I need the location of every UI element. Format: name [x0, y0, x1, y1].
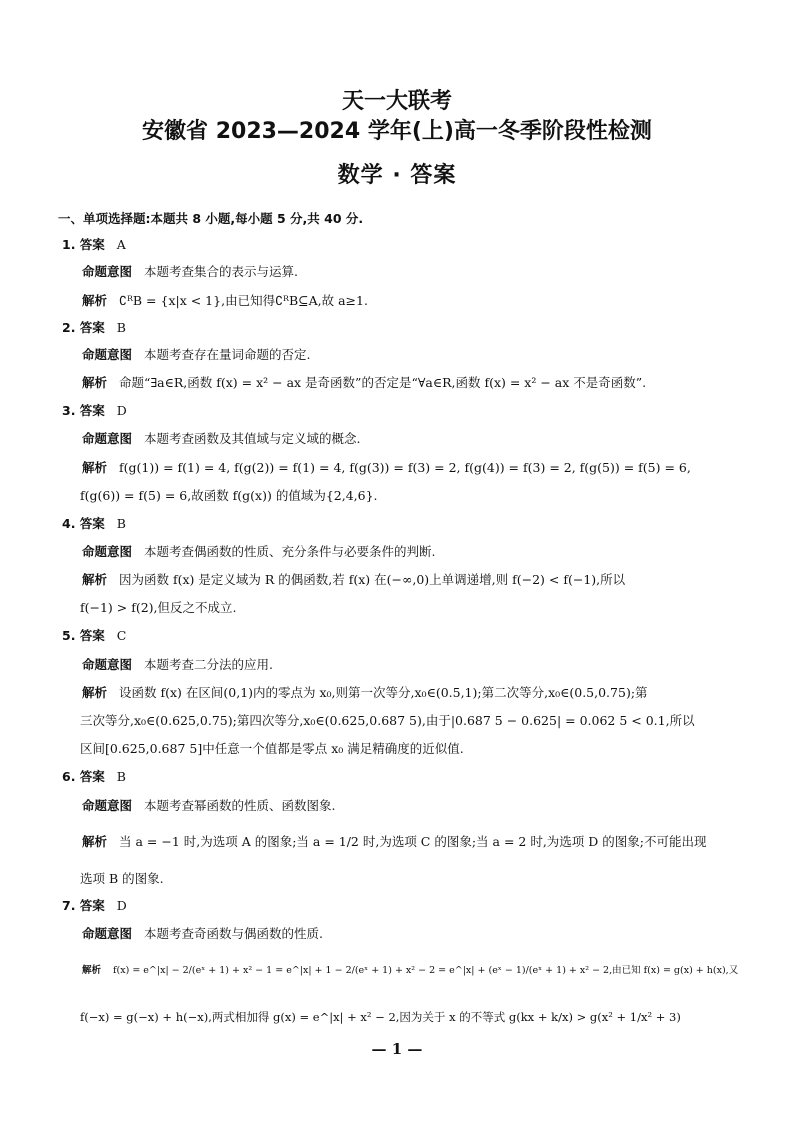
page-number: — 1 —: [371, 1040, 423, 1058]
q5-analysis-line1: 解析 设函数 f(x) 在区间(0,1)内的零点为 x₀,则第一次等分,x₀∈(0.5,1);第二次等分,x₀∈(0.5,0.75);第: [82, 685, 648, 700]
q4-analysis-line1: 解析 因为函数 f(x) 是定义域为 R 的偶函数,若 f(x) 在(−∞,0)上单调递增,则 f(−2) < f(−1),所以: [82, 572, 626, 587]
q4-intent: 命题意图 本题考查偶函数的性质、充分条件与必要条件的判断.: [82, 544, 436, 559]
q7-answer: 7. 答案 D: [62, 898, 127, 913]
q1-analysis: 解析 ∁ᴿB = {x|x < 1},由已知得∁ᴿB⊆A,故 a≥1.: [82, 293, 368, 308]
q1-answer: 1. 答案 A: [62, 237, 126, 252]
q3-answer: 3. 答案 D: [62, 403, 127, 418]
q7-analysis-line2: f(−x) = g(−x) + h(−x),两式相加得 g(x) = e^|x| + x² − 2,因为关于 x 的不等式 g(kx + k/x) > g(x² + 1/x² + 3): [80, 1010, 681, 1024]
q7-analysis-line1: 解析 f(x) = e^|x| − 2/(eˣ + 1) + x² − 1 = e^|x| + 1 − 2/(eˣ + 1) + x² − 2 = e^|x| + (eˣ − 1)/(eˣ + 1) + x² − 2,由已知 f(x) = g(x) + h(x),又: [82, 965, 739, 976]
q6-analysis-line2: 选项 B 的图象.: [80, 871, 164, 886]
q5-answer: 5. 答案 C: [62, 628, 127, 643]
q3-intent: 命题意图 本题考查函数及其值域与定义域的概念.: [82, 431, 361, 446]
section-heading: 一、单项选择题:本题共 8 小题,每小题 5 分,共 40 分.: [58, 211, 364, 226]
q3-analysis-line1: 解析 f(g(1)) = f(1) = 4, f(g(2)) = f(1) = 4, f(g(3)) = f(3) = 2, f(g(4)) = f(3) = 2, f(g(5)) = f(5) = 6,: [82, 460, 691, 475]
q5-analysis-line3: 区间[0.625,0.687 5]中任意一个值都是零点 x₀ 满足精确度的近似值.: [80, 741, 464, 756]
q2-answer: 2. 答案 B: [62, 320, 126, 335]
q2-intent: 命题意图 本题考查存在量词命题的否定.: [82, 347, 311, 362]
q4-analysis-line2: f(−1) > f(2),但反之不成立.: [80, 600, 237, 615]
q6-intent: 命题意图 本题考查幂函数的性质、函数图象.: [82, 798, 336, 813]
exam-organizer: 天一大联考: [341, 89, 452, 114]
q6-answer: 6. 答案 B: [62, 769, 126, 784]
q2-analysis: 解析 命题“∃a∈R,函数 f(x) = x² − ax 是奇函数”的否定是“∀a∈R,函数 f(x) = x² − ax 不是奇函数”.: [82, 375, 647, 390]
q1-intent: 命题意图 本题考查集合的表示与运算.: [82, 264, 298, 279]
exam-title: 安徽省 2023—2024 学年(上)高一冬季阶段性检测: [142, 119, 652, 144]
q3-analysis-line2: f(g(6)) = f(5) = 6,故函数 f(g(x)) 的值域为{2,4,6}.: [80, 488, 378, 503]
subject-title: 数学 · 答案: [337, 163, 457, 188]
q5-intent: 命题意图 本题考查二分法的应用.: [82, 657, 273, 672]
q5-analysis-line2: 三次等分,x₀∈(0.625,0.75);第四次等分,x₀∈(0.625,0.687 5),由于|0.687 5 − 0.625| = 0.062 5 < 0.1,所以: [80, 713, 695, 728]
q7-intent: 命题意图 本题考查奇函数与偶函数的性质.: [82, 926, 323, 941]
q4-answer: 4. 答案 B: [62, 516, 126, 531]
q6-analysis-line1: 解析 当 a = −1 时,为选项 A 的图象;当 a = 1/2 时,为选项 C 的图象;当 a = 2 时,为选项 D 的图象;不可能出现: [82, 834, 707, 849]
